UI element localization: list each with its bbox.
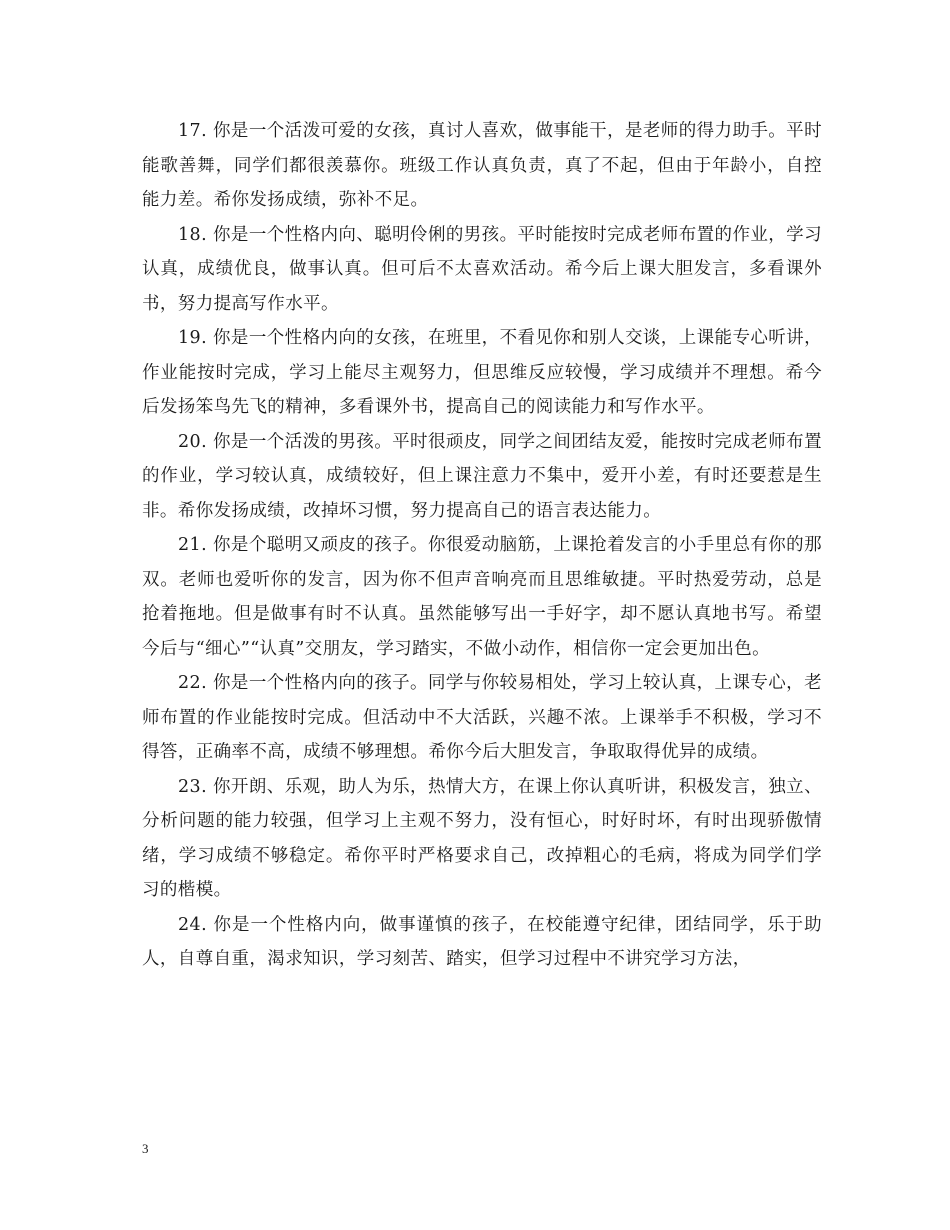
comment-paragraph-22: 22. 你是一个性格内向的孩子。同学与你较易相处，学习上较认真，上课专心，老师布置的作业能按时完成。但活动中不大活跃，兴趣不浓。上课举手不积极，学习不得答，正确率不高，成绩不够理想。希你今后大胆发言，争取取得优异的成绩。 [142,673,822,762]
comment-paragraph-19: 19. 你是一个性格内向的女孩，在班里，不看见你和别人交谈，上课能专心听讲，作业能按时完成，学习上能尽主观努力，但思维反应较慢，学习成绩并不理想。希今后发扬笨鸟先飞的精神，多看课外书，提高自己的阅读能力和写作水平。 [142,328,822,417]
comment-paragraph-20: 20. 你是一个活泼的男孩。平时很顽皮，同学之间团结友爱，能按时完成老师布置的作业，学习较认真，成绩较好，但上课注意力不集中，爱开小差，有时还要惹是生非。希你发扬成绩，改掉坏习惯，努力提高自己的语言表达能力。 [142,431,822,521]
page-number: 3 [142,1141,149,1156]
comment-paragraph-18: 18. 你是一个性格内向、聪明伶俐的男孩。平时能按时完成老师布置的作业，学习认真，成绩优良，做事认真。但可后不太喜欢活动。希今后上课大胆发言，多看课外书，努力提高写作水平。 [142,224,822,314]
document-body [142,114,822,977]
comment-paragraph-24: 24. 你是一个性格内向，做事谨慎的孩子，在校能遵守纪律，团结同学，乐于助人，自尊自重，渴求知识，学习刻苦、踏实，但学习过程中不讲究学习方法， [142,914,822,969]
comment-paragraph-17: 17. 你是一个活泼可爱的女孩，真讨人喜欢，做事能干，是老师的得力助手。平时能歌善舞，同学们都很羡慕你。班级工作认真负责，真了不起，但由于年龄小，自控能力差。希你发扬成绩，弥补不足。 [142,121,822,210]
comment-paragraph-21: 21. 你是个聪明又顽皮的孩子。你很爱动脑筋，上课抢着发言的小手里总有你的那双。老师也爱听你的发言，因为你不但声音响亮而且思维敏捷。平时热爱劳动，总是抢着拖地。但是做事有时不认真。虽然能够写出一手好字，却不愿认真地书写。希望今后与“细心”“认真”交朋友，学习踏实，不做小动作，相信你一定会更加出色。 [142,535,822,659]
comment-paragraph-23: 23. 你开朗、乐观，助人为乐，热情大方，在课上你认真听讲，积极发言，独立、分析问题的能力较强，但学习上主观不努力，没有恒心，时好时坏，有时出现骄傲情绪，学习成绩不够稳定。希你平时严格要求自己，改掉粗心的毛病，将成为同学们学习的楷模。 [142,776,822,900]
